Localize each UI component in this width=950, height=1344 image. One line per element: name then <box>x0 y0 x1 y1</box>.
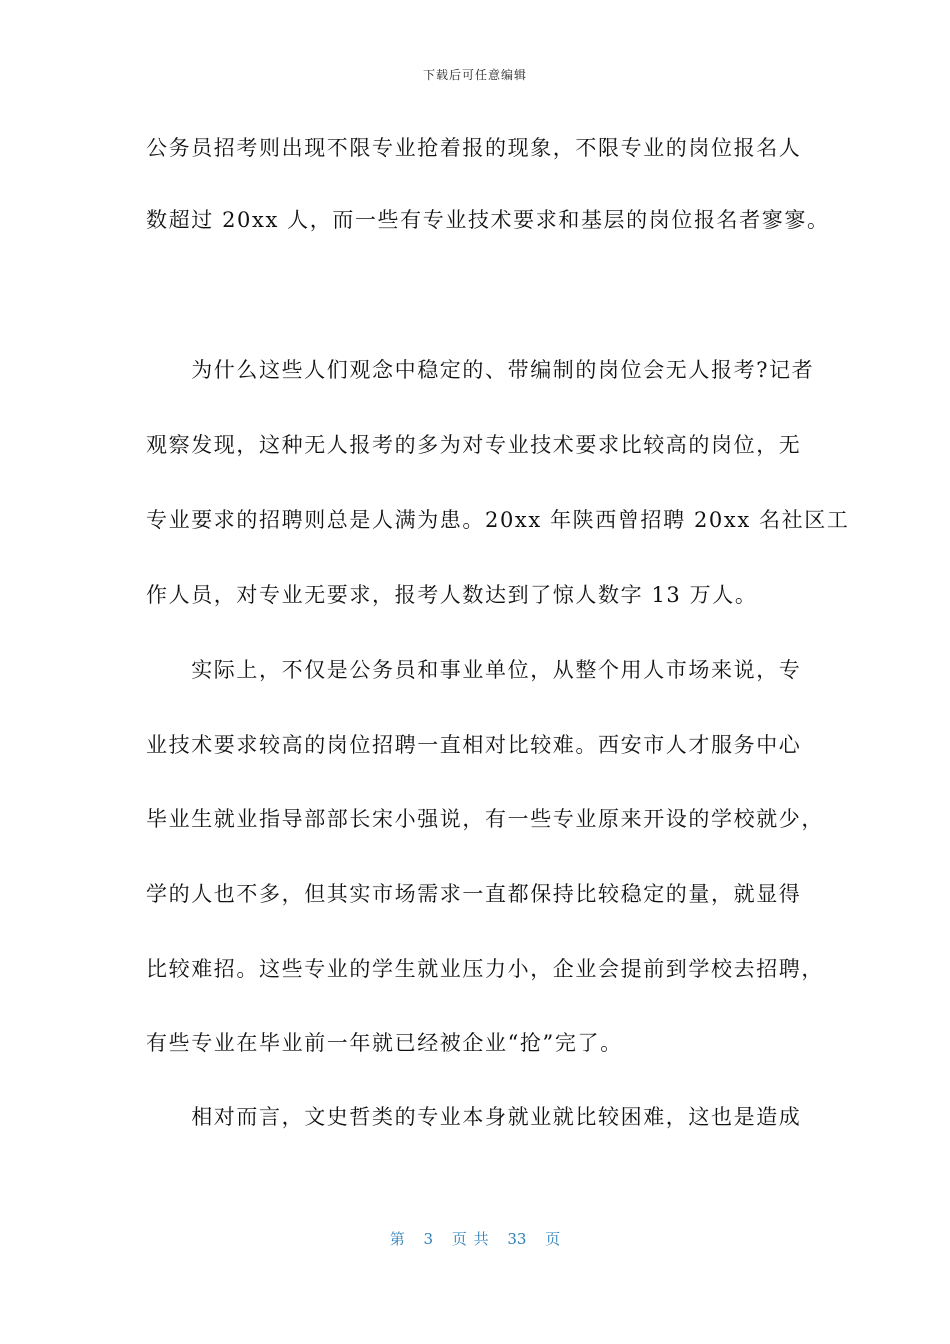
page-label-middle: 页 共 <box>451 1230 489 1248</box>
page-header: 下载后可任意编辑 <box>422 68 527 82</box>
text-line: 毕业生就业指导部部长宋小强说，有一些专业原来开设的学校就少， <box>146 807 824 831</box>
text-line: 比较难招。这些专业的学生就业压力小，企业会提前到学校去招聘， <box>146 957 824 981</box>
text-line: 有些专业在毕业前一年就已经被企业“抢”完了。 <box>146 1031 623 1055</box>
text-line: 数超过 20xx 人，而一些有专业技术要求和基层的岗位报名者寥寥。 <box>146 208 830 232</box>
text-line: 学的人也不多，但其实市场需求一直都保持比较稳定的量，就显得 <box>146 882 802 906</box>
text-line: 业技术要求较高的岗位招聘一直相对比较难。西安市人才服务中心 <box>146 733 802 757</box>
text-line: 专业要求的招聘则总是人满为患。20xx 年陕西曾招聘 20xx 名社区工 <box>146 508 850 532</box>
page-label-suffix: 页 <box>545 1230 561 1248</box>
text-line: 为什么这些人们观念中稳定的、带编制的岗位会无人报考?记者 <box>146 358 815 382</box>
text-line: 公务员招考则出现不限专业抢着报的现象，不限专业的岗位报名人 <box>146 136 802 160</box>
text-line: 作人员，对专业无要求，报考人数达到了惊人数字 13 万人。 <box>146 583 758 607</box>
page-label-prefix: 第 <box>389 1230 405 1248</box>
text-line: 观察发现，这种无人报考的多为对专业技术要求比较高的岗位，无 <box>146 433 802 457</box>
total-pages-number: 33 <box>507 1230 527 1248</box>
text-line: 相对而言，文史哲类的专业本身就业就比较困难，这也是造成 <box>146 1105 802 1129</box>
page-footer <box>0 1228 950 1249</box>
current-page-number: 3 <box>423 1230 434 1248</box>
text-line: 实际上，不仅是公务员和事业单位，从整个用人市场来说，专 <box>146 658 802 682</box>
